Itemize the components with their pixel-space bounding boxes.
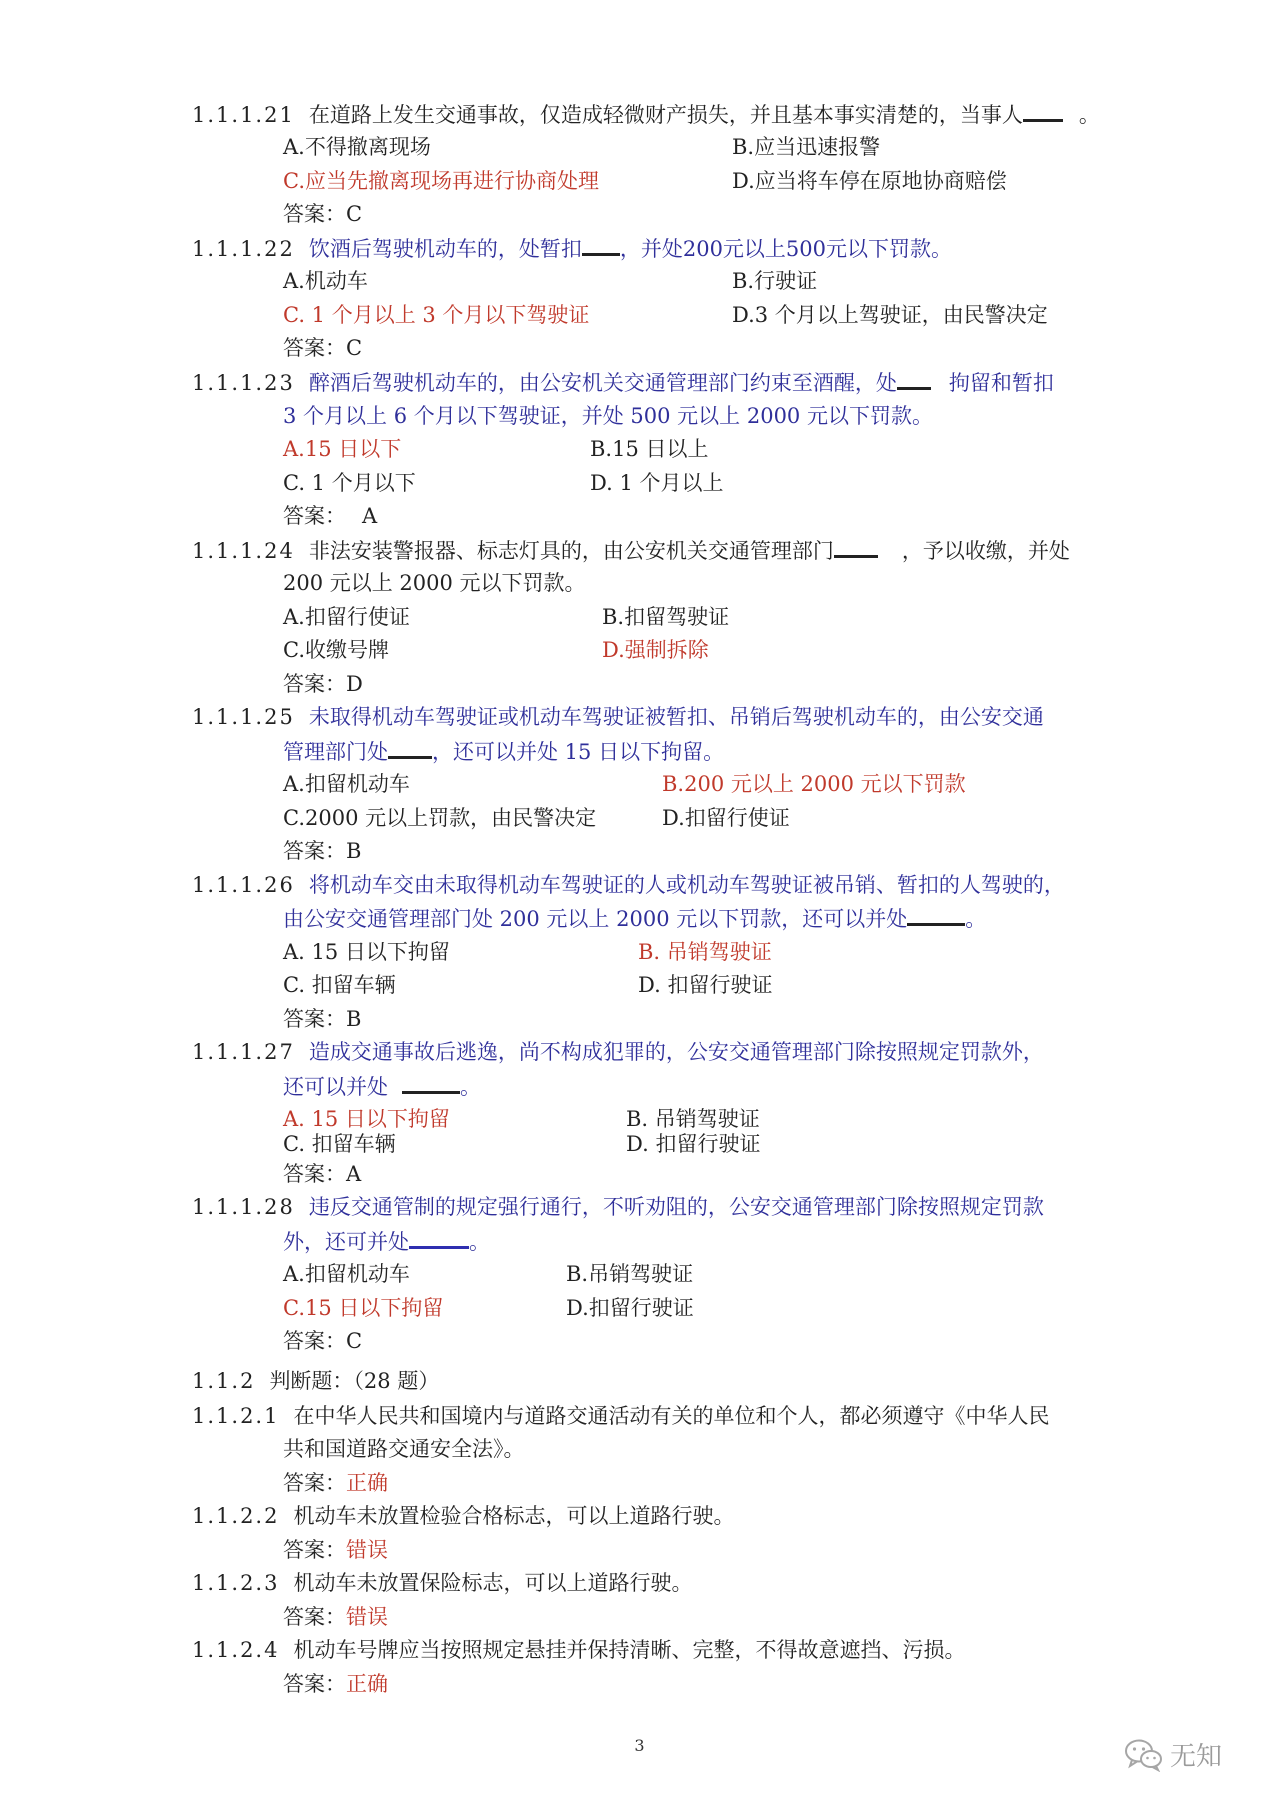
answer-value: C (346, 202, 363, 226)
question-number: 1.1.2.4 (192, 1638, 280, 1662)
answer-value: D (346, 672, 363, 696)
option-c: C.应当先撤离现场再进行协商处理 (283, 169, 599, 193)
answer-value: B (346, 839, 362, 863)
answer-line (283, 1470, 388, 1496)
option-c: C.收缴号牌 (283, 638, 389, 662)
question-number: 1.1.1.27 (192, 1040, 295, 1064)
answer-label: 答案： (283, 1471, 346, 1495)
option-c: C. 1 个月以下 (283, 471, 416, 495)
page-number: 3 (634, 1736, 645, 1755)
question-text-end: 。 (460, 1075, 481, 1099)
question-number: 1.1.1.23 (192, 371, 295, 395)
question-text-end: ，并处200元以上500元以下罚款。 (619, 237, 953, 261)
answer-line (283, 1671, 388, 1697)
question-number: 1.1.1.24 (192, 539, 295, 563)
option-b: B.应当迅速报警 (732, 135, 881, 159)
answer-value: C (346, 1329, 363, 1353)
answer-label: 答案： (283, 1672, 346, 1696)
answer-label: 答案： (283, 839, 346, 863)
question-text: 在道路上发生交通事故，仅造成轻微财产损失，并且基本事实清楚的，当事人 (308, 103, 1023, 127)
option-d: D.强制拆除 (602, 638, 709, 662)
option-a: A.扣留机动车 (283, 1262, 410, 1286)
answer-label: 答案： (283, 1162, 346, 1186)
option-a: A. 15 日以下拘留 (283, 1107, 450, 1131)
question-text-cont (283, 905, 986, 932)
answer-blank (834, 537, 878, 558)
question-28-stem (192, 1194, 1044, 1220)
question-text-cont: 共和国道路交通安全法》。 (283, 1437, 525, 1461)
question-text-cont (283, 1073, 481, 1100)
answer-value: 错误 (346, 1605, 388, 1629)
question-text-end: 。 (1078, 103, 1100, 127)
answer-line (283, 1161, 361, 1187)
question-text: 外，还可并处 (283, 1230, 409, 1254)
option-b: B. 吊销驾驶证 (638, 940, 772, 964)
option-d: D.3 个月以上驾驶证，由民警决定 (732, 303, 1048, 327)
question-number: 1.1.2.1 (192, 1404, 280, 1428)
answer-value: 正确 (346, 1471, 388, 1495)
question-text: 非法安装警报器、标志灯具的，由公安机关交通管理部门 (308, 539, 834, 563)
question-21-stem (192, 101, 1100, 128)
section-heading (192, 1368, 439, 1394)
answer-label: 答案： (283, 202, 346, 226)
question-27-stem (192, 1039, 1044, 1065)
answer-label: 答案： (283, 1538, 346, 1562)
question-text-cont: 3 个月以上 6 个月以下驾驶证，并处 500 元以上 2000 元以下罚款。 (283, 404, 933, 428)
question-number: 1.1.1.26 (192, 873, 295, 897)
answer-value: A (346, 1162, 362, 1186)
question-24-stem (192, 537, 1070, 564)
answer-blank (388, 738, 432, 759)
question-text: 机动车号牌应当按照规定悬挂并保持清晰、完整，不得故意遮挡、污损。 (293, 1638, 966, 1662)
question-number: 1.1.2.3 (192, 1571, 280, 1595)
option-d: D.应当将车停在原地协商赔偿 (732, 169, 1007, 193)
question-22-stem (192, 235, 952, 262)
question-text: 违反交通管制的规定强行通行，不听劝阻的，公安交通管理部门除按照规定罚款 (308, 1195, 1044, 1219)
question-text-cont (283, 1228, 490, 1255)
question-text-cont: 200 元以上 2000 元以下罚款。 (283, 571, 586, 595)
judgment-2-stem (192, 1503, 734, 1529)
answer-value: C (346, 336, 363, 360)
question-text: 在中华人民共和国境内与道路交通活动有关的单位和个人，都必须遵守《中华人民 (293, 1404, 1050, 1428)
watermark-text: 无知 (1170, 1742, 1223, 1772)
answer-blank (402, 1073, 460, 1094)
answer-value: A (362, 504, 378, 528)
option-d: D.扣留行驶证 (566, 1296, 694, 1320)
answer-label: 答案： (283, 504, 346, 528)
question-text-end: ，予以收缴，并处 (901, 539, 1070, 563)
question-26-stem (192, 872, 1065, 898)
answer-blank (409, 1228, 469, 1249)
answer-label: 答案： (283, 1329, 346, 1353)
question-text: 机动车未放置检验合格标志，可以上道路行驶。 (293, 1504, 735, 1528)
answer-line (283, 1604, 388, 1630)
section-title: 判断题：（28 题） (269, 1369, 440, 1393)
answer-blank (582, 235, 620, 256)
question-text: 由公安交通管理部门处 200 元以上 2000 元以下罚款，还可以并处 (283, 907, 908, 931)
option-c: C.15 日以下拘留 (283, 1296, 444, 1320)
option-a: A.不得撤离现场 (283, 135, 431, 159)
answer-line (283, 838, 361, 864)
question-25-stem (192, 704, 1044, 730)
option-b: B.扣留驾驶证 (602, 605, 730, 629)
option-b: B. 吊销驾驶证 (626, 1107, 760, 1131)
question-text: 造成交通事故后逃逸，尚不构成犯罪的，公安交通管理部门除按照规定罚款外， (308, 1040, 1044, 1064)
option-b: B.吊销驾驶证 (566, 1262, 694, 1286)
answer-label: 答案： (283, 1007, 346, 1031)
question-number: 1.1.1.22 (192, 237, 295, 261)
answer-value: 正确 (346, 1672, 388, 1696)
answer-line (283, 671, 363, 697)
option-c: C.2000 元以上罚款，由民警决定 (283, 806, 597, 830)
option-d: D. 扣留行驶证 (626, 1132, 761, 1156)
option-a: A.机动车 (283, 269, 368, 293)
answer-blank (897, 369, 931, 390)
question-text-cont (283, 738, 724, 765)
question-text: 饮酒后驾驶机动车的，处暂扣 (308, 237, 582, 261)
option-c: C. 1 个月以上 3 个月以下驾驶证 (283, 303, 590, 327)
judgment-1-stem (192, 1403, 1049, 1429)
question-number: 1.1.1.28 (192, 1195, 295, 1219)
question-number: 1.1.1.21 (192, 103, 295, 127)
answer-line (283, 201, 362, 227)
answer-label: 答案： (283, 672, 346, 696)
option-c: C. 扣留车辆 (283, 1132, 396, 1156)
answer-line (283, 335, 362, 361)
question-text: 未取得机动车驾驶证或机动车驾驶证被暂扣、吊销后驾驶机动车的，由公安交通 (308, 705, 1044, 729)
judgment-4-stem (192, 1637, 965, 1663)
answer-line (283, 1328, 362, 1354)
answer-value: B (346, 1007, 362, 1031)
question-text-end: 。 (469, 1230, 490, 1254)
answer-line (283, 1006, 361, 1032)
answer-line (283, 503, 377, 529)
answer-line (283, 1537, 388, 1563)
question-number: 1.1.1.25 (192, 705, 295, 729)
question-text: 还可以并处 (283, 1075, 388, 1099)
question-number: 1.1.2.2 (192, 1504, 280, 1528)
answer-value: 错误 (346, 1538, 388, 1562)
option-b: B.行驶证 (732, 269, 818, 293)
answer-blank (1023, 101, 1063, 122)
option-d: D. 扣留行驶证 (638, 973, 773, 997)
answer-label: 答案： (283, 1605, 346, 1629)
watermark (1124, 1736, 1222, 1773)
question-23-stem (192, 369, 1054, 396)
option-a: A.15 日以下 (283, 437, 402, 461)
option-a: A. 15 日以下拘留 (283, 940, 450, 964)
answer-label: 答案： (283, 336, 346, 360)
question-text-end: 。 (965, 907, 987, 931)
question-text: 将机动车交由未取得机动车驾驶证的人或机动车驾驶证被吊销、暂扣的人驾驶的， (308, 873, 1065, 897)
option-b: B.15 日以上 (590, 437, 709, 461)
question-text-end: ，还可以并处 15 日以下拘留。 (432, 740, 725, 764)
answer-blank (907, 905, 965, 926)
option-d: D. 1 个月以上 (590, 471, 724, 495)
question-text: 醉酒后驾驶机动车的，由公安机关交通管理部门约束至酒醒，处 (308, 371, 897, 395)
option-b: B.200 元以上 2000 元以下罚款 (662, 772, 966, 796)
option-d: D.扣留行使证 (662, 806, 790, 830)
question-text: 管理部门处 (283, 740, 388, 764)
judgment-3-stem (192, 1570, 692, 1596)
section-number: 1.1.2 (192, 1369, 256, 1393)
question-text-mid: 拘留和暂扣 (948, 371, 1054, 395)
option-c: C. 扣留车辆 (283, 973, 396, 997)
wechat-icon (1124, 1738, 1164, 1772)
option-a: A.扣留机动车 (283, 772, 410, 796)
question-text: 机动车未放置保险标志，可以上道路行驶。 (293, 1571, 693, 1595)
option-a: A.扣留行使证 (283, 605, 410, 629)
